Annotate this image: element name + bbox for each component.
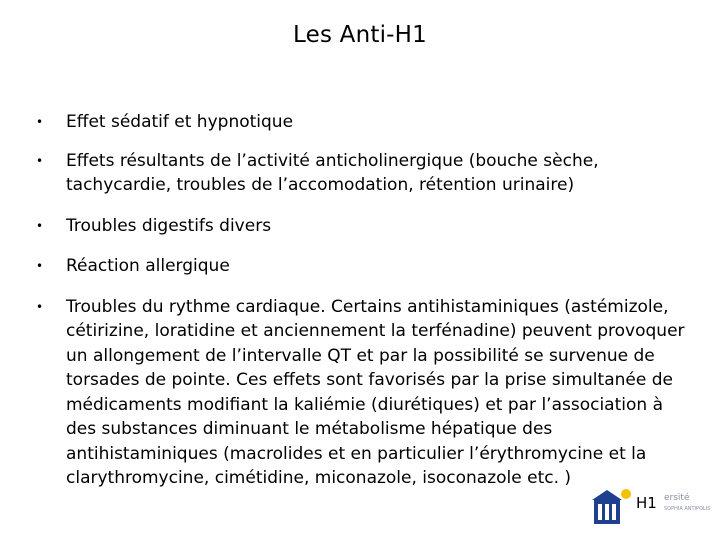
bullet-text: Réaction allergique — [66, 256, 230, 276]
bullet-marker: • — [36, 115, 44, 129]
bullet-marker: • — [36, 259, 44, 273]
bullet-marker: • — [36, 299, 44, 314]
bullet-text: Troubles du rythme cardiaque. Certains antihistaminiques (astémizole, cétirizine, loratidine et anciennement la terfénadine) peuvent provoquer un allongement de l’intervalle QT et par la possibilité se survenue de torsades de pointe. Ces effets sont favorisés par la prise simultanée de médicaments modifiant la kaliémie (diurétiques) et par l’association à des substances diminuant le métabolisme hépatique des antihistaminiques (macrolides et en particulier l’érythromycine et la clarythromycine, cimétidine, miconazole, isoconazole etc. ) — [66, 296, 685, 488]
slide-title: Les Anti-H1 — [292, 22, 427, 48]
bullet-marker: • — [36, 218, 44, 233]
bullet-item — [36, 295, 696, 491]
slide-number: H1 — [636, 494, 657, 512]
bullet-text: Effets résultants de l’activité anticholinergique (bouche sèche, tachycardie, troubles de l’accomodation, rétention urinaire) — [66, 150, 599, 195]
logo-text-line1: ersité — [664, 493, 690, 503]
bullet-item — [36, 214, 696, 239]
bullet-item — [36, 149, 696, 198]
bullet-text: Effet sédatif et hypnotique — [66, 112, 294, 132]
bullet-marker: • — [36, 153, 44, 168]
bullet-text: Troubles digestifs divers — [66, 215, 272, 236]
bullet-list — [36, 110, 696, 491]
bullet-item — [36, 110, 696, 135]
bullet-item — [36, 254, 696, 279]
logo-text-line2: SOPHIA ANTIPOLIS — [664, 506, 711, 512]
